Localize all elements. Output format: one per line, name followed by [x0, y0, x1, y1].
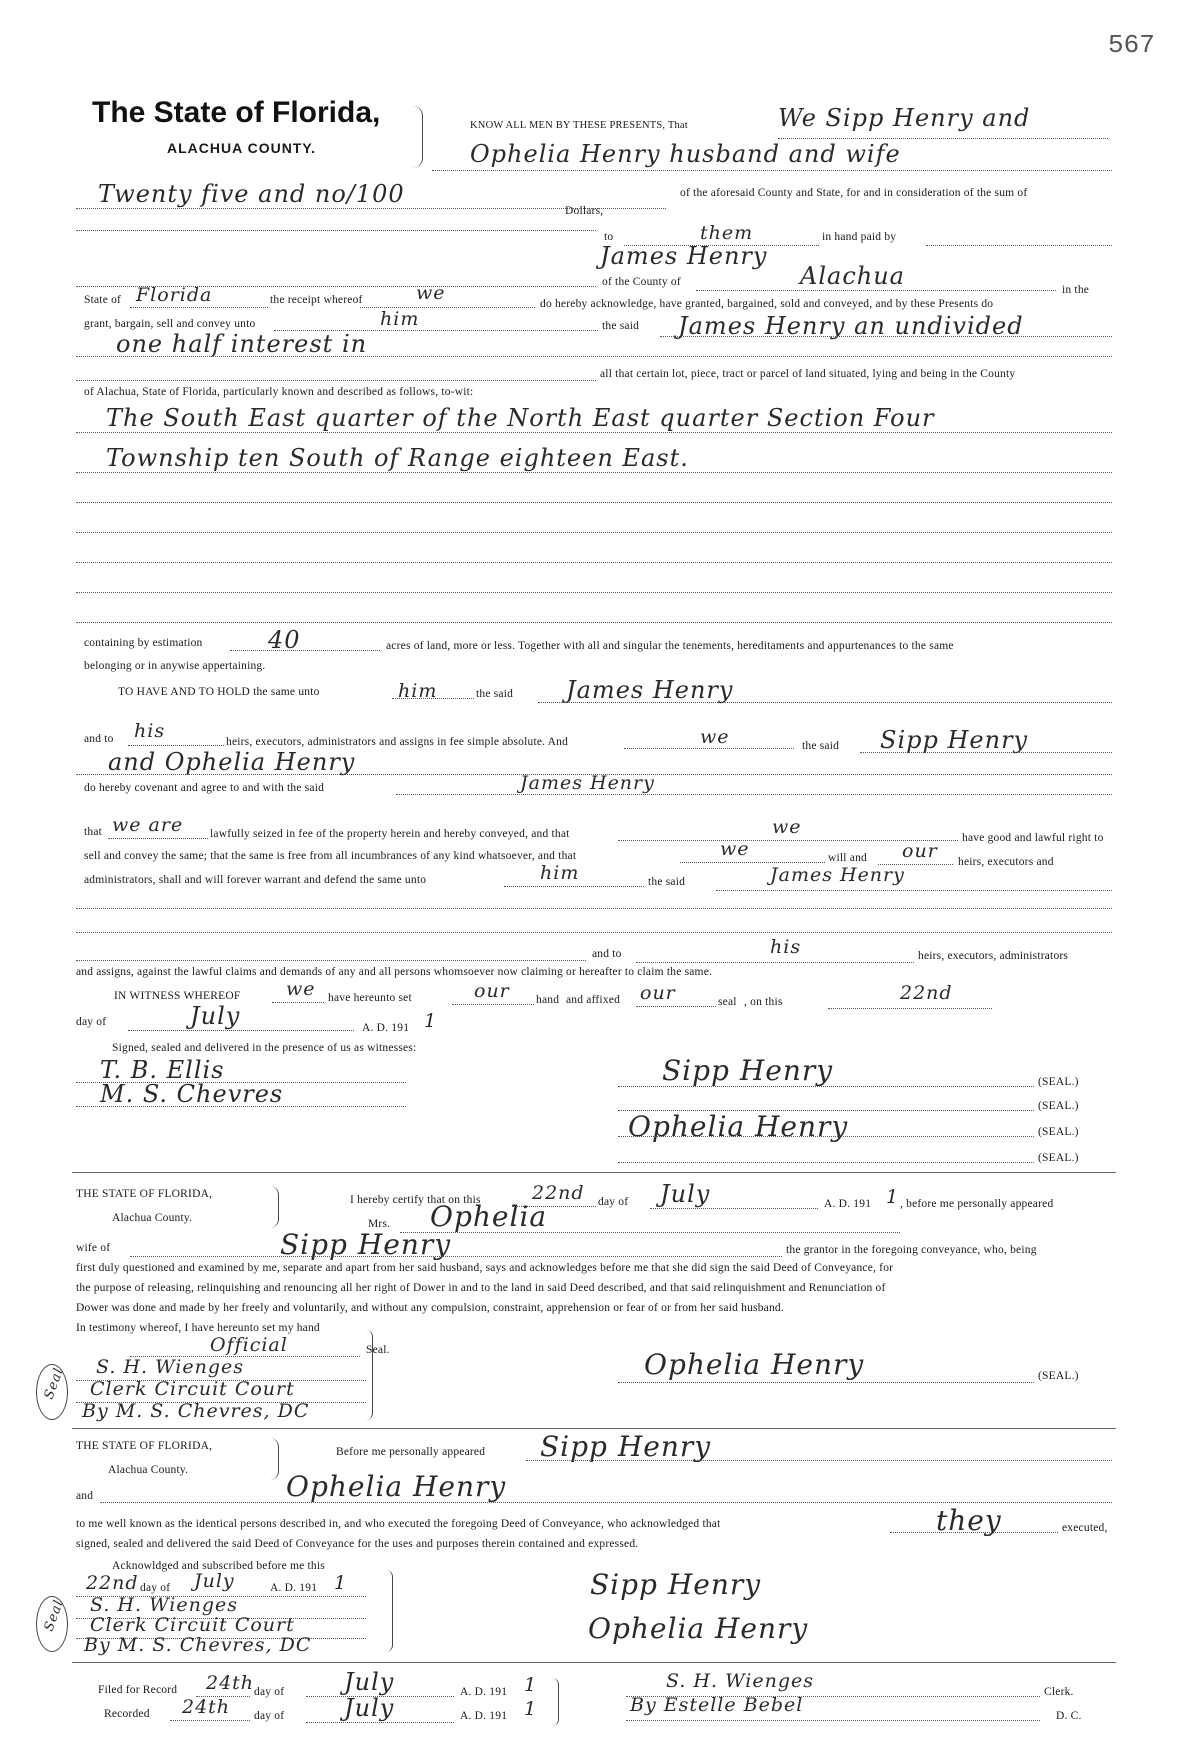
in-witness-text: IN WITNESS WHEREOF — [114, 990, 241, 1002]
signature-line — [618, 1086, 1034, 1087]
fill-line — [128, 745, 224, 746]
fill-line — [636, 1006, 716, 1007]
filed-year: 1 — [524, 1674, 538, 1696]
fill-line — [76, 532, 1112, 533]
set-value: our — [474, 980, 510, 1002]
grantee-state: Florida — [136, 284, 213, 306]
fill-line — [926, 245, 1112, 246]
admin-value: him — [540, 862, 580, 884]
day-of-label: day of — [140, 1582, 171, 1594]
well-known-text: to me well known as the identical persons described in, and who executed the foregoing Deed of Conveyance, who acknowledged that — [76, 1518, 721, 1530]
have-set-text: have hereunto set — [328, 992, 412, 1004]
grantors-line-1: We Sipp Henry and — [778, 104, 1031, 132]
sell-convey-text: sell and convey the same; that the same is free from all incumbrances of any kind whatsoever, and that — [84, 850, 577, 862]
fill-line — [76, 562, 1112, 563]
the-said-label: the said — [648, 876, 686, 888]
certify-month: July — [660, 1180, 711, 1208]
fill-line — [76, 592, 1112, 593]
filing-brace — [552, 1678, 559, 1726]
signature-line — [618, 1136, 1034, 1137]
witness-2: M. S. Chevres — [100, 1080, 284, 1108]
description-line-2: Township ten South of Range eighteen East. — [106, 444, 689, 472]
of-alachua-text: of Alachua, State of Florida, particularly known and described as follows, to-wit: — [84, 386, 474, 398]
ack-clerk-1: S. H. Wienges — [90, 1594, 238, 1616]
seal-label: (SEAL.) — [1038, 1126, 1079, 1138]
administrators-text: administrators, shall and will forever warrant and defend the same unto — [84, 874, 427, 886]
and-label: and — [76, 1490, 94, 1502]
fill-line — [130, 1256, 782, 1257]
dower-brace — [270, 1186, 279, 1228]
said-value: Sipp Henry — [880, 726, 1029, 754]
and-to-value: his — [770, 936, 802, 958]
fill-line — [828, 1008, 992, 1009]
fill-line — [716, 890, 1112, 891]
to-label: to — [604, 231, 614, 243]
clerk-seal-text: Seal — [41, 1365, 67, 1402]
ad-label: A. D. 191 — [460, 1686, 508, 1698]
state-of-label: State of — [84, 294, 122, 306]
belonging-text: belonging or in anywise appertaining. — [84, 660, 266, 672]
on-this-text: , on this — [744, 996, 783, 1008]
that-value: we are — [112, 814, 184, 836]
have-value: him — [398, 680, 438, 702]
header-brace — [412, 106, 423, 168]
containing-label: containing by estimation — [84, 637, 203, 649]
fill-line — [526, 1460, 1112, 1461]
signature-ophelia: Ophelia Henry — [628, 1110, 849, 1143]
fill-line — [400, 1232, 900, 1233]
seal-label: (SEAL.) — [1038, 1152, 1079, 1164]
day-of-label: day of — [598, 1196, 629, 1208]
ack-state: THE STATE OF FLORIDA, — [76, 1440, 213, 1452]
witness-value: we — [286, 978, 316, 1000]
all-that-certain: all that certain lot, piece, tract or parcel of land situated, lying and being in the County — [600, 368, 1016, 380]
consideration-amount: Twenty five and no/100 — [98, 180, 405, 208]
state-title: The State of Florida, — [92, 96, 381, 129]
heirs-exec-2-text: heirs, executors, administrators — [918, 950, 1069, 962]
fill-line — [108, 838, 208, 839]
signed-sealed-text: Signed, sealed and delivered in the presence of us as witnesses: — [112, 1042, 417, 1054]
lawfully-text: lawfully seized in fee of the property herein and hereby conveyed, and that — [210, 828, 570, 840]
fill-line — [76, 622, 1112, 623]
fill-line — [76, 472, 1112, 473]
fill-line — [76, 380, 596, 381]
ad-label: A. D. 191 — [362, 1022, 410, 1034]
dollars-label: Dollars, — [565, 205, 604, 217]
fill-line — [130, 307, 268, 308]
filing-clerk: S. H. Wienges — [666, 1670, 814, 1692]
grant-bargain-text: grant, bargain, sell and convey unto — [84, 318, 256, 330]
witness-year: 1 — [424, 1010, 438, 1032]
seal-label: (SEAL.) — [1038, 1100, 1079, 1112]
mrs-label: Mrs. — [368, 1218, 391, 1230]
ack-seal-text: Seal — [41, 1597, 67, 1634]
county-heading: ALACHUA COUNTY. — [167, 140, 317, 156]
fill-line — [76, 1106, 406, 1107]
witness-1: T. B. Ellis — [100, 1056, 225, 1084]
grantee-county: Alachua — [800, 262, 905, 290]
seal-small-label: Seal. — [366, 1344, 390, 1356]
section-divider — [72, 1662, 1116, 1663]
witness-month: July — [190, 1002, 241, 1030]
fill-line — [890, 1532, 1058, 1533]
fill-line — [504, 886, 644, 887]
unto-value: him — [380, 308, 420, 330]
fill-line — [538, 702, 1112, 703]
official-value: Official — [210, 1334, 288, 1356]
good-right-text: have good and lawful right to — [962, 832, 1104, 844]
fill-line — [76, 356, 1112, 357]
to-have-text: TO HAVE AND TO HOLD the same unto — [118, 686, 320, 698]
assigns-text: and assigns, against the lawful claims and demands of any and all persons whomsoever now claiming or hereafter to claim the same. — [76, 966, 713, 978]
signature-sipp: Sipp Henry — [662, 1054, 834, 1087]
grantee-name: James Henry — [600, 242, 768, 270]
fill-line — [696, 290, 1056, 291]
dower-county: Alachua County. — [112, 1212, 193, 1224]
will-value: our — [902, 840, 938, 862]
seal-label: (SEAL.) — [1038, 1076, 1079, 1088]
ack-clerk-3: By M. S. Chevres, DC — [84, 1634, 312, 1656]
before-me-label: Before me personally appeared — [336, 1446, 486, 1458]
certify-text: I hereby certify that on this — [350, 1194, 481, 1206]
dower-line-2: the purpose of releasing, relinquishing and renouncing all her right of Dower in and to the land in said Deed described, and that said relinquishment and Renunciation of — [76, 1282, 886, 1294]
have-said-value: James Henry — [566, 676, 734, 704]
that-label: that — [84, 826, 103, 838]
signature-line — [618, 1162, 1034, 1163]
page-number: 567 — [1108, 30, 1155, 60]
fill-line — [636, 962, 914, 963]
wife-of-label: wife of — [76, 1242, 111, 1254]
grantor-text: the grantor in the foregoing conveyance, who, being — [786, 1244, 1037, 1256]
fill-line — [76, 932, 1112, 933]
covenant-value: James Henry — [520, 772, 655, 794]
ack-year: 1 — [334, 1572, 348, 1594]
ack-brace-2 — [386, 1570, 393, 1652]
affixed-text: and affixed — [566, 994, 621, 1006]
dower-signature: Ophelia Henry — [644, 1348, 865, 1381]
to-value: them — [700, 222, 754, 244]
acknowledge-text: do hereby acknowledge, have granted, bargained, sold and conveyed, and by these Presents do — [540, 298, 994, 310]
fill-line — [170, 1720, 250, 1721]
fill-line — [76, 502, 1112, 503]
seal-text: seal — [718, 996, 737, 1008]
ack-clerk-2: Clerk Circuit Court — [90, 1614, 295, 1636]
fill-line — [650, 1208, 818, 1209]
ack-month: July — [194, 1570, 235, 1592]
fill-line — [660, 336, 1112, 337]
in-hand-paid: in hand paid by — [822, 231, 897, 243]
appeared-value: Sipp Henry — [540, 1430, 712, 1463]
grantors-line-2: Ophelia Henry husband and wife — [470, 140, 901, 168]
filed-month: July — [344, 1668, 395, 1696]
husband-value: Sipp Henry — [280, 1228, 452, 1261]
dower-state: THE STATE OF FLORIDA, — [76, 1188, 213, 1200]
section-divider — [72, 1172, 1116, 1173]
clerk-label: Clerk. — [1044, 1686, 1074, 1698]
fill-line — [100, 1502, 1112, 1503]
receipt-value: we — [416, 282, 446, 304]
seal-label: (SEAL.) — [1038, 1370, 1079, 1382]
hand-text: hand — [536, 994, 560, 1006]
testimony-brace — [366, 1330, 373, 1420]
and-to-label: and to — [84, 733, 114, 745]
before-me-text: , before me personally appeared — [900, 1198, 1054, 1210]
ack-signature-ophelia: Ophelia Henry — [588, 1612, 809, 1645]
the-said-label: the said — [802, 740, 840, 752]
filing-dc: By Estelle Bebel — [630, 1694, 804, 1716]
the-said-label: the said — [602, 320, 640, 332]
recorded-day: 24th — [182, 1696, 231, 1718]
fill-line — [432, 170, 1112, 171]
heirs-value: his — [134, 720, 166, 742]
fill-line — [272, 1002, 324, 1003]
sell-value: we — [720, 838, 750, 860]
filed-label: Filed for Record — [98, 1684, 178, 1696]
witness-day: 22nd — [900, 982, 953, 1004]
acres-text: acres of land, more or less. Together with all and singular the tenements, hereditaments and appurtenances to the same — [386, 640, 954, 652]
description-line-1: The South East quarter of the North East quarter Section Four — [106, 404, 935, 432]
fill-line — [76, 230, 596, 231]
fill-line — [624, 748, 794, 749]
ack-day: 22nd — [86, 1572, 139, 1594]
dower-clerk-2: Clerk Circuit Court — [90, 1378, 295, 1400]
signature-line — [618, 1382, 1034, 1383]
day-of-label: day of — [254, 1710, 285, 1722]
fill-line — [452, 1004, 534, 1005]
dc-label: D. C. — [1056, 1710, 1082, 1722]
certify-day: 22nd — [532, 1182, 585, 1204]
fill-line — [76, 960, 586, 961]
the-said-label: the said — [476, 688, 514, 700]
aforesaid-county-text: of the aforesaid County and State, for and in consideration of the sum of — [680, 187, 1028, 199]
of-county-of: of the County of — [602, 276, 681, 288]
certify-year: 1 — [886, 1186, 900, 1208]
executed-label: executed, — [1062, 1522, 1108, 1534]
receipt-whereof: the receipt whereof — [270, 294, 363, 306]
fill-line — [626, 1720, 1040, 1721]
heirs-exec-text: heirs, executors and — [958, 856, 1054, 868]
testimony-text: In testimony whereof, I have hereunto set my hand — [76, 1322, 320, 1334]
day-of-label: day of — [76, 1016, 107, 1028]
and-value: we — [700, 726, 730, 748]
interest-text: one half interest in — [116, 330, 368, 358]
fill-line — [392, 698, 474, 699]
and-appeared-value: Ophelia Henry — [286, 1470, 507, 1503]
section-divider — [72, 1428, 1116, 1429]
ad-label: A. D. 191 — [824, 1198, 872, 1210]
they-value: they — [936, 1504, 1002, 1537]
recorded-month: July — [344, 1694, 395, 1722]
signed-line-text: signed, sealed and delivered the said Deed of Conveyance for the uses and purposes therein contained and expressed. — [76, 1538, 639, 1550]
day-of-label: day of — [254, 1686, 285, 1698]
fill-line — [680, 862, 825, 863]
dower-clerk-3: By M. S. Chevres, DC — [82, 1400, 310, 1422]
will-and-text: will and — [828, 852, 867, 864]
mrs-value: Ophelia — [430, 1200, 548, 1233]
fill-line — [860, 752, 1112, 753]
in-the: in the — [1062, 284, 1090, 296]
fill-line — [128, 1030, 354, 1031]
heirs-text: heirs, executors, administrators and assigns in fee simple absolute. And — [226, 736, 569, 748]
ad-label: A. D. 191 — [270, 1582, 318, 1594]
fill-line — [76, 908, 1112, 909]
fill-line — [306, 1722, 454, 1723]
ack-signature-sipp: Sipp Henry — [590, 1568, 762, 1601]
fill-line — [76, 432, 1112, 433]
dower-line-3: Dower was done and made by her freely and voluntarily, and without any compulsion, constraint, apprehension or fear of or from her said husband. — [76, 1302, 784, 1314]
recorded-label: Recorded — [104, 1708, 150, 1720]
affixed-value: our — [640, 982, 676, 1004]
fill-line — [778, 138, 1108, 139]
lawfully-value: we — [772, 816, 802, 838]
recorded-year: 1 — [524, 1698, 538, 1720]
and-to-label: and to — [592, 948, 622, 960]
fill-line — [396, 794, 1112, 795]
filed-day: 24th — [206, 1672, 255, 1694]
covenant-text: do hereby covenant and agree to and with the said — [84, 782, 325, 794]
grantee-undivided: James Henry an undivided — [678, 312, 1024, 340]
fill-line — [230, 650, 380, 651]
know-all-men: KNOW ALL MEN BY THESE PRESENTS, That — [470, 120, 688, 131]
dower-line-1: first duly questioned and examined by me, separate and apart from her said husband, says and acknowledges before me that she did sign the said Deed of Conveyance, for — [76, 1262, 894, 1274]
said3-value: James Henry — [770, 864, 905, 886]
ad-label: A. D. 191 — [460, 1710, 508, 1722]
ack-county: Alachua County. — [108, 1464, 189, 1476]
dower-clerk-1: S. H. Wienges — [96, 1356, 244, 1378]
acknowledged-text: Acknowldged and subscribed before me this — [112, 1560, 325, 1572]
acres-value: 40 — [268, 626, 301, 654]
and-ophelia-value: and Ophelia Henry — [108, 748, 356, 776]
ack-brace — [270, 1438, 279, 1480]
